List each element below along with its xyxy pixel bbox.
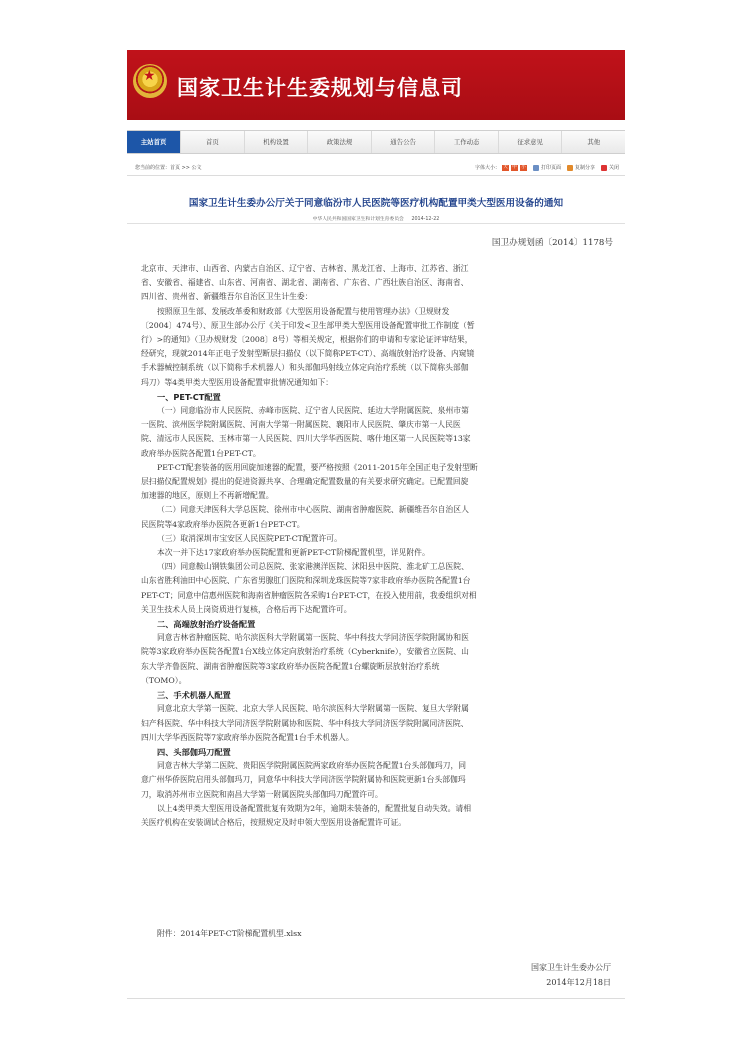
paragraph-line: （一）同意临汾市人民医院、赤峰市医院、辽宁省人民医院、延边大学附属医院、泉州市第 <box>157 406 469 416</box>
nav-organization[interactable]: 机构设置 <box>244 131 308 153</box>
divider <box>127 223 625 224</box>
nav-policies[interactable]: 政策法规 <box>307 131 371 153</box>
paragraph-line: 省、安徽省、福建省、山东省、河南省、湖北省、湖南省、广东省、广西壮族自治区、海南省、 <box>141 278 469 288</box>
paragraph-line: 本次一并下达17家政府举办医院配置和更新PET-CT阶梯配置机型，详见附件。 <box>157 548 430 558</box>
share-icon[interactable] <box>567 165 573 171</box>
divider <box>127 998 625 999</box>
document-number: 国卫办规划函〔2014〕1178号 <box>491 238 613 248</box>
paragraph-line: 一医院、滨州医学院附属医院、河南大学第一附属医院、襄阳市人民医院、肇庆市第一人民医 <box>141 420 461 430</box>
nav-main-home[interactable]: 主站首页 <box>127 131 180 153</box>
paragraph-line: 玛刀）等4类甲类大型医用设备配置审批情况通知如下： <box>141 377 334 387</box>
paragraph-line: 院等3家政府举办医院各配置1台X线立体定向放射治疗系统（Cyberknife），安徽省立医院、山 <box>141 647 469 657</box>
article-date: 2014-12-22 <box>411 217 440 222</box>
nav-consultation[interactable]: 征求意见 <box>498 131 562 153</box>
font-size-small-button[interactable]: 小 <box>521 164 526 170</box>
section-heading: 四、头部伽玛刀配置 <box>157 746 231 757</box>
font-size-large-button[interactable]: 大 <box>503 164 508 170</box>
article-source: 中华人民共和国国家卫生和计划生育委员会 <box>312 217 404 222</box>
paragraph-line: PET-CT；同意中信惠州医院和海南省肿瘤医院各采购1台PET-CT，在投入使用前，我委组织对相 <box>141 590 477 600</box>
nav-other[interactable]: 其他 <box>561 131 625 153</box>
paragraph-line: 妇产科医院、华中科技大学同济医学院附属协和医院、华中科技大学同济医学院附属同济医院、 <box>141 718 469 728</box>
page-toolbar <box>127 161 625 176</box>
paragraph-line: 院、清远市人民医院、玉林市第一人民医院、四川大学华西医院、喀什地区第一人民医院等13家 <box>141 434 471 444</box>
font-size-medium-button[interactable]: 中 <box>512 164 517 170</box>
section-heading: 二、高端放射治疗设备配置 <box>157 619 256 630</box>
section-heading: 一、PET-CT配置 <box>157 391 221 402</box>
page <box>127 50 625 1010</box>
paragraph-line: 按照原卫生部、发展改革委和财政部《大型医用设备配置与使用管理办法》（卫规财发 <box>157 306 450 316</box>
site-title: 国家卫生计生委规划与信息司 <box>177 76 463 100</box>
paragraph-line: 山东省胜利油田中心医院、广东省男腺肛门医院和深圳龙珠医院等7家非政府举办医院各配置1台 <box>141 576 471 586</box>
paragraph-line: 四川大学华西医院等7家政府举办医院各配置1台手术机器人。 <box>141 732 354 742</box>
nav-home[interactable]: 首页 <box>180 131 244 153</box>
paragraph-line: 关医疗机构在安装调试合格后，按照规定及时申领大型医用设备配置许可证。 <box>141 817 407 827</box>
paragraph-line: 以上4类甲类大型医用设备配置批复有效期为2年，逾期未装备的，配置批复自动失效。请相 <box>157 803 471 813</box>
national-emblem-icon <box>133 64 167 98</box>
main-nav <box>127 130 625 154</box>
print-button[interactable]: 打印页面 <box>540 165 561 171</box>
attachment-link[interactable]: 附件：2014年PET-CT阶梯配置机型.xlsx <box>157 929 302 938</box>
paragraph-line: （TOMO）。 <box>141 675 187 685</box>
article-title: 国家卫生计生委办公厅关于同意临汾市人民医院等医疗机构配置甲类大型医用设备的通知 <box>188 198 564 209</box>
font-size-label: 字体大小： <box>474 165 500 171</box>
paragraph-line: （二）同意天津医科大学总医院、徐州市中心医院、湖南省肿瘤医院、新疆维吾尔自治区人 <box>157 505 469 515</box>
print-icon[interactable] <box>533 165 539 171</box>
paragraph-line: 经研究，现就2014年正电子发射型断层扫描仪（以下简称PET-CT）、高端放射治疗设备、内窥镜 <box>141 349 475 359</box>
nav-work-news[interactable]: 工作动态 <box>434 131 498 153</box>
article-meta <box>127 215 625 222</box>
paragraph-line: 民医院等4家政府举办医院各更新1台PET-CT。 <box>141 519 305 529</box>
section-heading: 三、手术机器人配置 <box>157 690 231 701</box>
paragraph-line: 北京市、天津市、山西省、内蒙古自治区、辽宁省、吉林省、黑龙江省、上海市、江苏省、浙江 <box>141 264 469 273</box>
paragraph-line: 同意吉林省肿瘤医院、哈尔滨医科大学附属第一医院、华中科技大学同济医学院附属协和医 <box>157 633 469 643</box>
close-icon[interactable] <box>601 165 607 171</box>
paragraph-line: 政府举办医院各配置1台PET-CT。 <box>141 448 261 458</box>
signature-date: 2014年12月18日 <box>546 978 611 987</box>
signature-organization: 国家卫生计生委办公厅 <box>531 963 611 972</box>
breadcrumb: 您当前的位置：首页 >> 公文 <box>135 165 202 171</box>
paragraph-line: 东大学齐鲁医院、湖南省肿瘤医院等3家政府举办医院各配置1台螺旋断层放射治疗系统 <box>141 661 440 671</box>
paragraph-line: 〔2004〕474号）、原卫生部办公厅《关于印发<卫生部甲类大型医用设备配置审批工作制度（暂 <box>141 320 475 330</box>
close-button[interactable]: 关闭 <box>608 165 619 171</box>
paragraph-line: 层扫描仪配置规划》提出的促进资源共享、合理确定配置数量的有关要求研究确定。已配置回旋 <box>141 477 469 487</box>
share-button[interactable]: 复制分享 <box>574 165 595 171</box>
page-tools <box>475 164 619 171</box>
paragraph-line: 关卫生技术人员上岗资质进行复核，合格后再下达配置许可。 <box>141 604 352 614</box>
site-banner <box>127 50 625 120</box>
article-body <box>141 262 609 830</box>
paragraph-line: 手术器械控制系统（以下简称手术机器人）和头部伽玛射线立体定向治疗系统（以下简称头部伽 <box>141 363 469 373</box>
paragraph-line: 刀，取消苏州市立医院和南昌大学第一附属医院头部伽玛刀配置许可。 <box>141 789 383 799</box>
nav-notices[interactable]: 通告公告 <box>371 131 435 153</box>
paragraph-line: （三）取消深圳市宝安区人民医院PET-CT配置许可。 <box>157 533 342 543</box>
paragraph-line: 同意吉林大学第二医院、贵阳医学院附属医院两家政府举办医院各配置1台头部伽玛刀，同 <box>157 761 467 771</box>
paragraph-line: PET-CT配套装备的医用回旋加速器的配置，要严格按照《2011-2015年全国正电子发射型断 <box>157 462 478 472</box>
paragraph-line: （四）同意鞍山钢铁集团公司总医院、张家港澳洋医院、沭阳县中医院、淮北矿工总医院、 <box>157 562 469 572</box>
paragraph-line: 意广州华侨医院启用头部伽玛刀，同意华中科技大学同济医学院附属协和医院更新1台头部伽玛 <box>141 775 466 785</box>
paragraph-line: 四川省、贵州省、新疆维吾尔自治区卫生计生委： <box>141 292 313 302</box>
paragraph-line: 行）>的通知》（卫办规财发〔2008〕8号）等相关规定，根据你们的申请和专家论证评审结果， <box>141 335 473 345</box>
paragraph-line: 加速器的地区，原则上不再新增配置。 <box>141 491 274 501</box>
paragraph-line: 同意北京大学第一医院、北京大学人民医院、哈尔滨医科大学附属第一医院、复旦大学附属 <box>157 704 469 714</box>
